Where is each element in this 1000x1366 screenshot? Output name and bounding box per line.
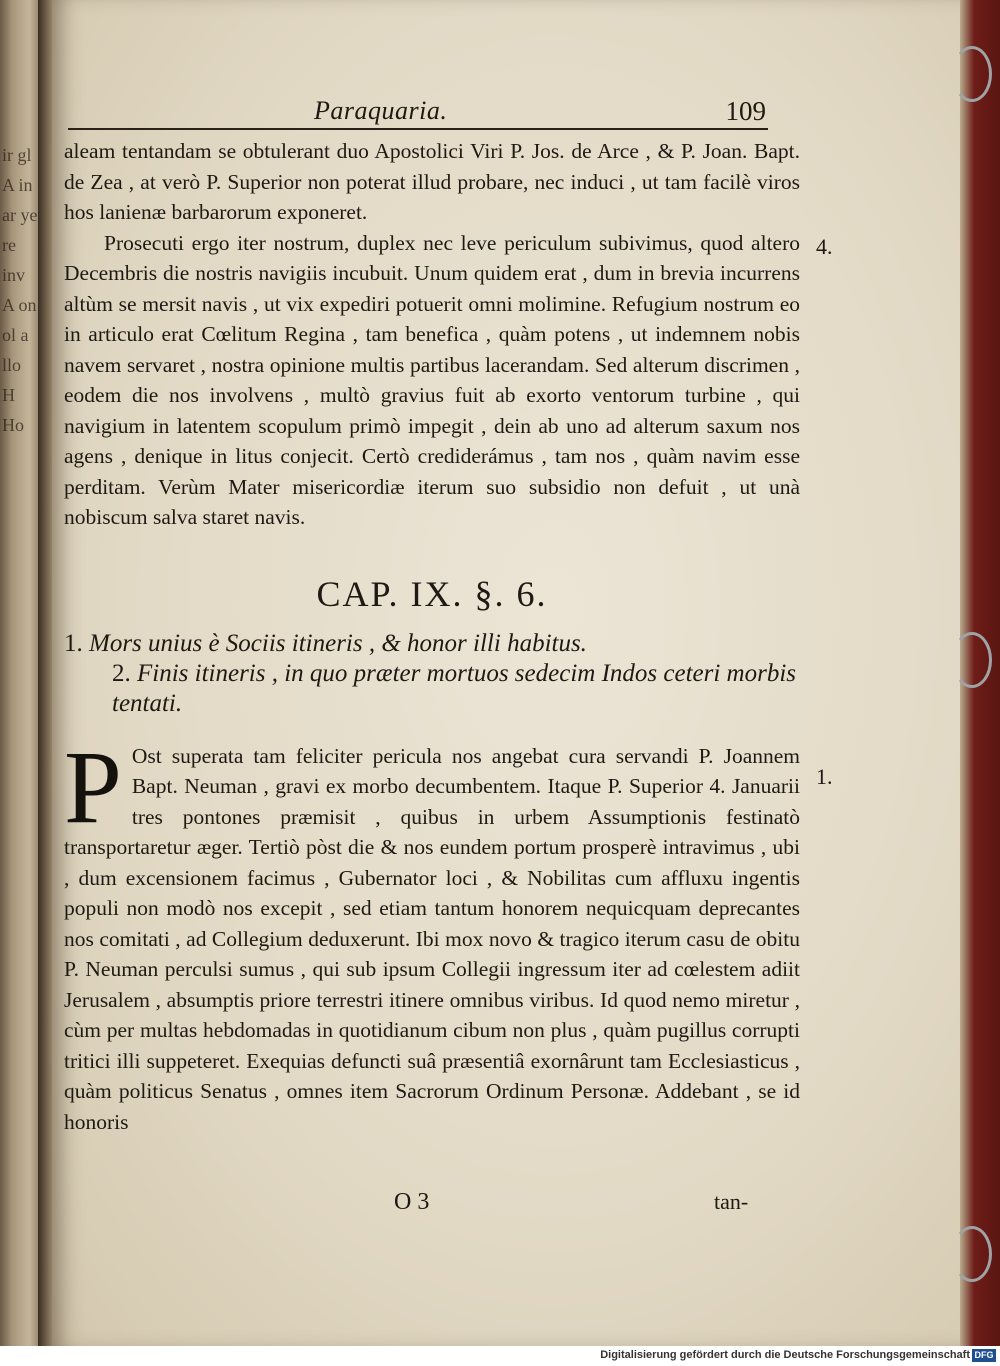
dfg-logo: DFG bbox=[972, 1349, 996, 1362]
summary-text: Finis itineris , in quo præter mortuos sedecim Indos ceteri morbis tentati. bbox=[112, 659, 796, 717]
summary-text: Mors unius è Sociis itineris , & honor illi habitus. bbox=[89, 629, 587, 657]
chapter-summary-1 bbox=[64, 629, 800, 659]
binding-ring-icon bbox=[952, 46, 992, 102]
paragraph-peril: Prosecuti ergo iter nostrum, duplex nec leve periculum subivimus, quod altero Decembris die nostris navigiis incubuit. Unum quidem erat , dum in brevia incurrens altùm se mersit navis , ut vix expediri potuerit omni molimine. Refugium nostrum eo in articulo erat Cœlitum Regina , tam benefica , quàm potens , ut indemnem nobis navem servaret , nostra opinione multis partibus lacerandam. Sed alterum discrimen , eodem die nos involvens , multò gravius fuit ab exorto ventorum turbine , qui navigium in latentem scopulum primò impegit , dein ab uno ad alterum saxum nos agens , denique in litus conjecit. Certò crediderámus , tam nos , quàm navim esse perditam. Verùm Mater misericordiæ iterum suo subsidio non defuit , ut unà nobiscum salva staret navis. bbox=[64, 230, 800, 529]
header-rule bbox=[68, 128, 768, 130]
page-header bbox=[64, 96, 800, 136]
facing-page-fragments: ir gl A in ar ye re inv A on ol a llo H Ho bbox=[2, 145, 38, 435]
margin-note-4: 4. bbox=[816, 234, 833, 259]
paragraph-body: Ost superata tam feliciter pericula nos angebat cura servandi P. Joannem Bapt. Neuman , gravi ex morbo decumbentem. Itaque P. Superior 4. Januarii tres pontones præmisit , quibus in urbem Assumptionis festinatò transportaretur æger. Tertiò pòst die & nos eundem portum prosperè intravimus , ubi , dum excensionem facimus , Gubernator loci , & Nobilitas cum affluxu ingentis populi non modò nos excepit , sed etiam tantum honorem nequicquam deprecantes nos comitati , ad Collegium deduxerunt. Ibi mox novo & tragico iterum casu de obitu P. Neuman perculsi sumus , qui sub ipsum Collegii ingressum iter ad cœlestem adiit Jerusalem , absumptis priore terrestri itinere omnibus viribus. Id quod nemo miretur , cùm per multas hebdomadas in quotidianum cibum non plus , quàm pugillus corrupti tritici illi suppeteret. Exequias defuncti suâ præsentiâ exornârunt tam Ecclesiasticus , quàm politicus Senatus , omnes item Sacrorum Ordinum Personæ. Addebant , se id honoris bbox=[64, 743, 800, 1134]
running-head: Paraquaria. bbox=[314, 96, 448, 125]
summary-number: 1. bbox=[64, 629, 83, 657]
paragraph-continuation: aleam tentandam se obtulerant duo Apostolici Viri P. Jos. de Arce , & P. Joan. Bapt. de Zea , at verò P. Superior non poterat illud probare, nec induci , ut tam facilè viros hos lanienæ barbarorum exponeret. bbox=[64, 139, 800, 224]
catchword: tan- bbox=[714, 1189, 749, 1214]
margin-note-1: 1. bbox=[816, 764, 833, 789]
funding-notice: Digitalisierung gefördert durch die Deutsche Forschungsgemeinschaft bbox=[600, 1349, 970, 1361]
summary-number: 2. bbox=[112, 659, 131, 687]
signature-mark: O 3 bbox=[394, 1189, 430, 1215]
page-content bbox=[64, 96, 833, 1215]
footer-bar bbox=[0, 1346, 1000, 1366]
chapter-body bbox=[64, 729, 800, 1138]
binding-ring-icon bbox=[952, 1226, 992, 1282]
page-number: 109 bbox=[725, 96, 766, 126]
drop-capital: P bbox=[64, 729, 122, 845]
facing-page-edge bbox=[0, 0, 42, 1346]
chapter-summary-2 bbox=[64, 659, 800, 719]
chapter-heading: CAP. IX. §. 6. bbox=[316, 573, 548, 614]
binding-ring-icon bbox=[952, 632, 992, 688]
